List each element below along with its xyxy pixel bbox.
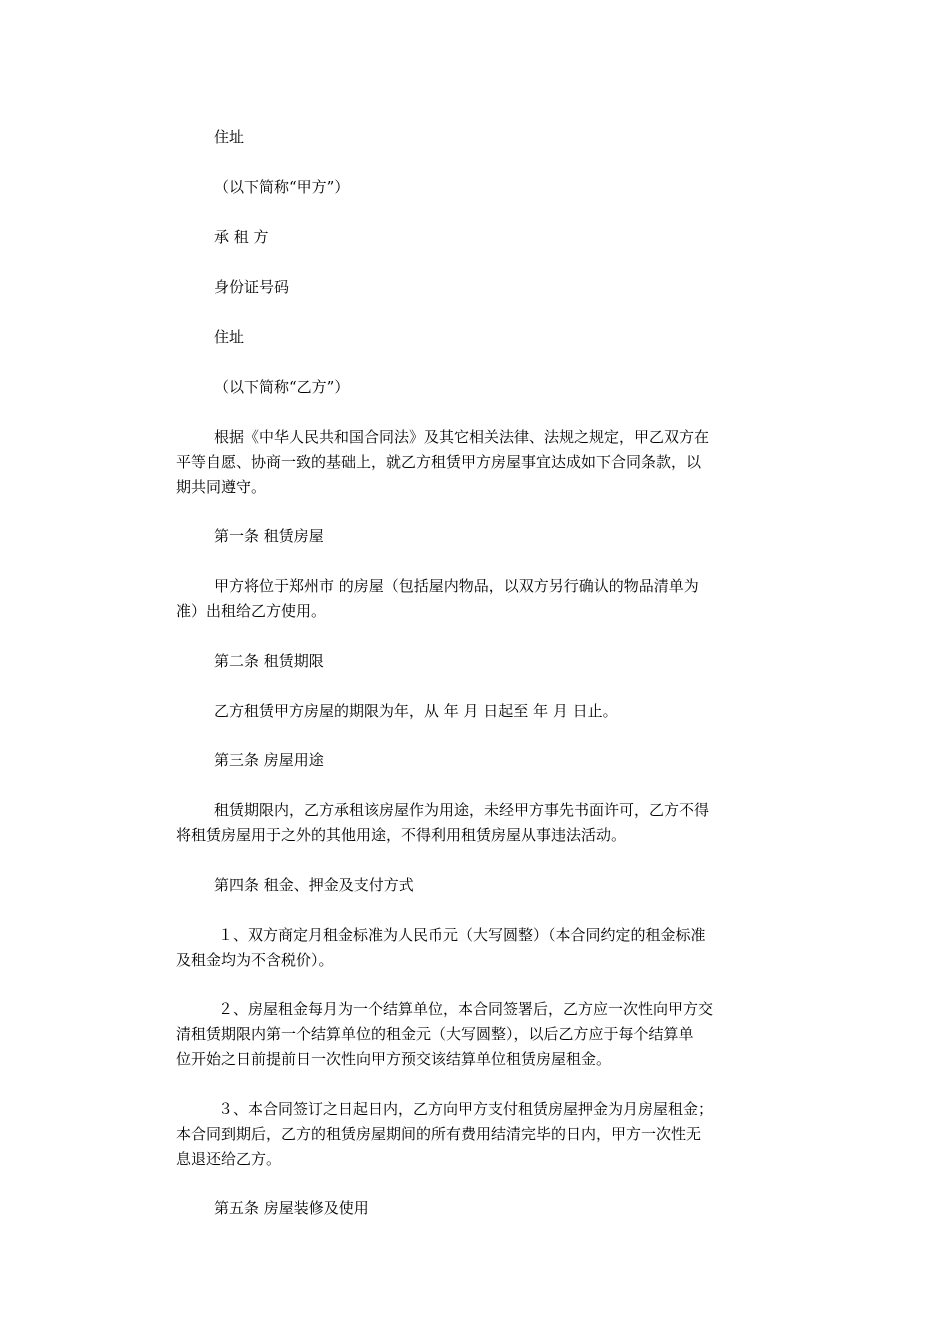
lessee-label: 承 租 方 <box>214 228 269 246</box>
text-line: 及租金均为不含税价）。 <box>176 951 334 969</box>
article-3-heading: 第三条 房屋用途 <box>214 751 324 769</box>
text-line: 清租赁期限内第一个结算单位的租金元（大写圆整），以后乙方应于每个结算单 <box>176 1025 694 1043</box>
article-1-heading: 第一条 租赁房屋 <box>214 527 324 545</box>
text-line: 将租赁房屋用于之外的其他用途，不得利用租赁房屋从事违法活动。 <box>176 826 627 844</box>
text-line: 期共同遵守。 <box>176 478 267 496</box>
lessee-abbrev-note: （以下简称“乙方”） <box>214 378 350 396</box>
text-line: ２、房屋租金每月为一个结算单位，本合同签署后，乙方应一次性向甲方交 <box>218 1000 714 1018</box>
lessee-address-label: 住址 <box>214 328 245 346</box>
article-4-clause-2 <box>176 997 776 1072</box>
text-line: 准）出租给乙方使用。 <box>176 602 327 620</box>
text-line: ３、本合同签订之日起日内，乙方向甲方支付租赁房屋押金为月房屋租金； <box>218 1100 714 1118</box>
article-4-clause-1 <box>176 923 776 973</box>
article-4-heading: 第四条 租金、押金及支付方式 <box>214 876 414 894</box>
article-5-heading: 第五条 房屋装修及使用 <box>214 1199 369 1217</box>
article-3-paragraph <box>176 798 776 848</box>
text-line: １、双方商定月租金标准为人民币元（大写圆整）（本合同约定的租金标准 <box>218 926 706 944</box>
lessor-address-label: 住址 <box>214 128 245 146</box>
text-line: 位开始之日前提前日一次性向甲方预交该结算单位租赁房屋租金。 <box>176 1050 612 1068</box>
text-line: 甲方将位于郑州市 的房屋（包括屋内物品，以双方另行确认的物品清单为 <box>214 577 699 595</box>
id-number-label: 身份证号码 <box>214 278 290 296</box>
article-2-paragraph: 乙方租赁甲方房屋的期限为年，从 年 月 日起至 年 月 日止。 <box>214 702 618 720</box>
article-4-clause-3 <box>176 1097 776 1172</box>
text-line: 本合同到期后，乙方的租赁房屋期间的所有费用结清完毕的日内，甲方一次性无 <box>176 1125 702 1143</box>
lessor-abbrev-note: （以下简称“甲方”） <box>214 178 350 196</box>
text-line: 根据《中华人民共和国合同法》及其它相关法律、法规之规定，甲乙双方在 <box>214 428 710 446</box>
text-line: 租赁期限内，乙方承租该房屋作为用途，未经甲方事先书面许可，乙方不得 <box>214 801 710 819</box>
text-line: 平等自愿、协商一致的基础上，就乙方租赁甲方房屋事宜达成如下合同条款，以 <box>176 453 702 471</box>
text-line: 息退还给乙方。 <box>176 1150 282 1168</box>
preamble-paragraph <box>176 425 776 500</box>
article-2-heading: 第二条 租赁期限 <box>214 652 324 670</box>
article-1-paragraph <box>176 574 776 624</box>
